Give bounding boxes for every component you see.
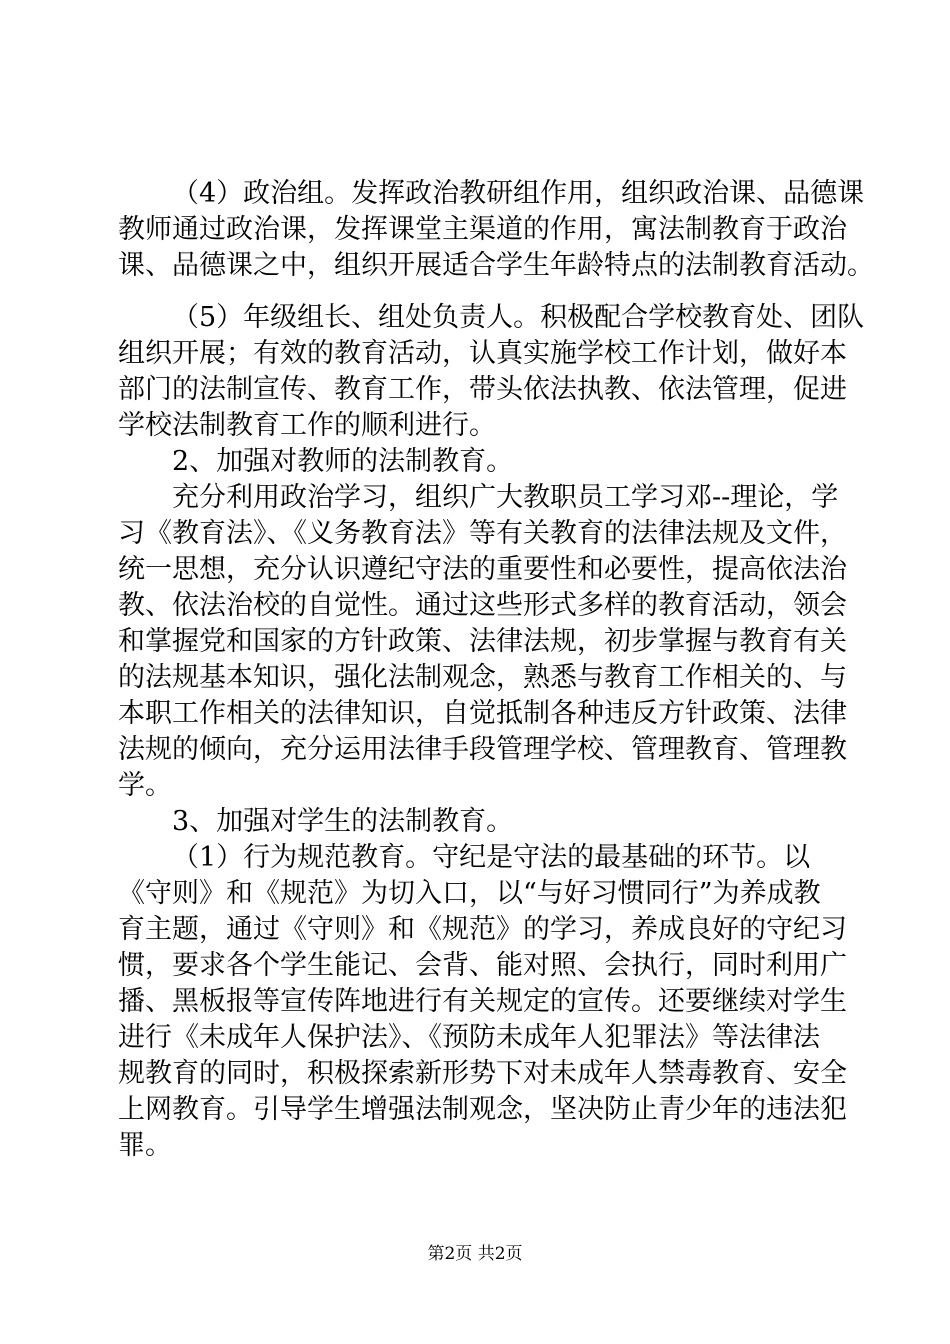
- teacher-para-line-1: 充分利用政治学习，组织广大教职员工学习邓--理论，学: [172, 482, 839, 513]
- student-para-line-2: 《守则》和《规范》为切入口，以“与好习惯同行”为养成教: [118, 878, 821, 909]
- teacher-para-line-3: 统一思想，充分认识遵纪守法的重要性和必要性，提高依法治: [118, 554, 847, 585]
- teacher-para-line-6: 的法规基本知识，强化法制观念，熟悉与教育工作相关的、与: [118, 662, 847, 693]
- para-4-line-1: （4）政治组。发挥政治教研组作用，组织政治课、品德课: [172, 178, 865, 209]
- student-para-line-5: 播、黑板报等宣传阵地进行有关规定的宣传。还要继续对学生: [118, 986, 847, 1017]
- student-para-line-9: 罪。: [118, 1130, 172, 1161]
- student-para-line-4: 惯，要求各个学生能记、会背、能对照、会执行，同时利用广: [118, 950, 847, 981]
- para-4-line-3: 课、品德课之中，组织开展适合学生年龄特点的法制教育活动。: [118, 250, 874, 281]
- teacher-para-line-4: 教、依法治校的自觉性。通过这些形式多样的教育活动，领会: [118, 590, 847, 621]
- student-para-line-8: 上网教育。引导学生增强法制观念，坚决防止青少年的违法犯: [118, 1094, 847, 1125]
- teacher-para-line-2: 习《教育法》、《义务教育法》等有关教育的法律法规及文件，: [118, 518, 847, 549]
- para-4-line-2: 教师通过政治课，发挥课堂主渠道的作用，寓法制教育于政治: [118, 214, 847, 245]
- teacher-para-line-9: 学。: [118, 770, 172, 801]
- para-5-line-4: 学校法制教育工作的顺利进行。: [118, 410, 496, 441]
- teacher-para-line-5: 和掌握党和国家的方针政策、法律法规，初步掌握与教育有关: [118, 626, 847, 657]
- student-para-line-6: 进行《未成年人保护法》、《预防未成年人犯罪法》等法律法: [118, 1022, 820, 1053]
- teacher-para-line-8: 法规的倾向，充分运用法律手段管理学校、管理教育、管理教: [118, 734, 847, 765]
- page-number-footer: 第2页 共2页: [427, 1244, 523, 1264]
- para-5-line-1: （5）年级组长、组处负责人。积极配合学校教育处、团队: [172, 302, 865, 333]
- student-para-line-3: 育主题，通过《守则》和《规范》的学习，养成良好的守纪习: [118, 914, 847, 945]
- student-para-line-7: 规教育的同时，积极探索新形势下对未成年人禁毒教育、安全: [118, 1058, 847, 1089]
- para-5-line-3: 部门的法制宣传、教育工作，带头依法执教、依法管理，促进: [118, 374, 847, 405]
- student-para-line-1: （1）行为规范教育。守纪是守法的最基础的环节。以: [172, 842, 811, 873]
- teacher-para-line-7: 本职工作相关的法律知识，自觉抵制各种违反方针政策、法律: [118, 698, 847, 729]
- heading-student-education: 3、加强对学生的法制教育。: [172, 806, 514, 837]
- para-5-line-2: 组织开展；有效的教育活动，认真实施学校工作计划，做好本: [118, 338, 847, 369]
- heading-teacher-education: 2、加强对教师的法制教育。: [172, 446, 514, 477]
